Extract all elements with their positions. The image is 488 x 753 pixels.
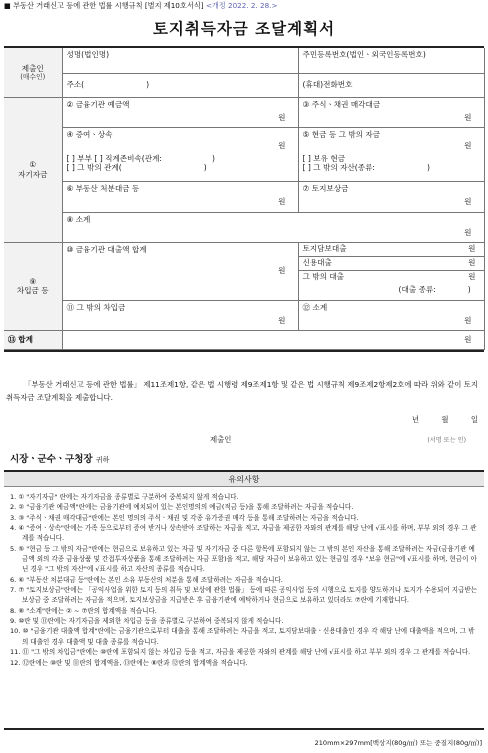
name-label: 성명(법인명) bbox=[66, 50, 110, 59]
id-number-label: 주민등록번호(법인ㆍ외국인등록번호) bbox=[302, 50, 426, 59]
gift-label: ④ 증여ㆍ상속 bbox=[66, 129, 113, 139]
other-borrowing-field[interactable]: ⑪ 그 밖의 차입금 원 bbox=[62, 300, 298, 330]
deposit-field[interactable]: ② 금융기관 예금액 원 bbox=[62, 97, 298, 127]
date-month: 월 bbox=[441, 415, 449, 424]
note-item: 10. ⑩ "금융기관 대출액 합계"란에는 금융기관으로부터 대출을 통해 조달하려는 자금을 적고, 토지담보대출ㆍ신용대출인 경우 각 해당 난에 대출액을 적으며, 그 밖의 대출인 경우 대출액 및 대출 종류를 적습니다. bbox=[10, 627, 475, 646]
stock-sale-label: ③ 주식ㆍ채권 매각대금 bbox=[302, 99, 381, 109]
name-field[interactable] bbox=[62, 48, 298, 73]
phone-field[interactable] bbox=[298, 73, 484, 97]
land-compensation-label: ⑦ 토지보상금 bbox=[302, 183, 349, 193]
cash-label: ⑤ 현금 등 그 밖의 자금 bbox=[302, 129, 381, 139]
note-item: 8. ⑧ "소계"란에는 ② ~ ⑦란의 합계액을 적습니다. bbox=[10, 606, 157, 615]
other-loan-label: 그 밖의 대출 bbox=[302, 271, 345, 281]
own-funds-label: ① 자기자금 bbox=[4, 97, 62, 242]
notes-list bbox=[4, 487, 484, 668]
stock-sale-field[interactable]: ③ 주식ㆍ채권 매각대금 원 bbox=[298, 97, 484, 127]
note-item: 5. ⑤ "현금 등 그 밖의 자금"란에는 현금으로 보유하고 있는 자금 및 자기자금 중 다른 항목에 포함되지 않는 그 밖의 본인 자산을 통해 조달하려는 자금(금융기관 예금액 외의 각종 금융상품 및 간접투자상품을 통해 조달하려는 자금 포함)을 적고, 해당 자금이 보유하고 있는 현금일 경우 "보유 현금"에 √표시를 하며, 현금이 아닌 경우 "그 밖의 자산"에 √표시를 하고 자산의 종류를 적습니다. bbox=[10, 544, 477, 574]
note-item: 3. ③ "주식ㆍ채권 매각대금"란에는 본인 명의의 주식ㆍ채권 및 각종 유가증권 매각 등을 통해 조달하려는 자금을 적습니다. bbox=[10, 513, 359, 522]
own-funds-subtotal-label: ⑧ 소계 bbox=[66, 214, 91, 224]
declaration-text: 「부동산 거래신고 등에 관한 법률」 제11조제1항, 같은 법 시행령 제9조제1항 및 같은 법 시행규칙 제9조제2항제2호에 따라 위와 같이 토지취득자금 조달계획을 제출합니다. bbox=[6, 380, 479, 402]
date-day: 일 bbox=[470, 415, 478, 424]
land-mortgage-label: 토지담보대출 bbox=[302, 243, 347, 253]
total-field[interactable]: 원 bbox=[62, 330, 484, 349]
borrowed-subtotal-label: ⑫ 소계 bbox=[302, 302, 328, 312]
date-year: 년 bbox=[411, 415, 419, 424]
borrowed-subtotal-field[interactable]: ⑫ 소계 원 bbox=[298, 300, 484, 330]
addressee bbox=[10, 454, 109, 465]
loan-total-label: ⑩ 금융기관 대출액 합계 bbox=[66, 244, 147, 254]
submission-date[interactable] bbox=[0, 416, 478, 425]
borrowed-funds-label: ⑨ 차입금 등 bbox=[4, 242, 62, 330]
note-item: 4. ④ "증여ㆍ상속"란에는 가족 등으로부터 증여 받거나 상속받아 조달하는 자금을 적고, 자금을 제공한 자와의 관계를 해당 난에 √표시를 하며, 부부 외의 경우 그 관계를 적습니다. bbox=[10, 524, 477, 543]
land-mortgage-field[interactable]: 토지담보대출 원 bbox=[298, 242, 484, 256]
total-label: ⑬ 합계 bbox=[4, 330, 62, 349]
address-label: 주소( bbox=[66, 80, 85, 90]
gift-field[interactable]: ④ 증여ㆍ상속 원 [ ] 부부 [ ] 직계존비속(관계: ) [ ] 그 밖의 관계( ) bbox=[62, 127, 298, 181]
law-reference-text: ■ 부동산 거래신고 등에 관한 법률 시행규칙 [별지 제10호서식] bbox=[4, 1, 204, 10]
note-item: 11. ⑪ "그 밖의 차입금"란에는 ⑩란에 포함되지 않는 차입금 등을 적고, 자금을 제공한 자와의 관계를 해당 난에 √표시를 하고 부부 외의 경우 그 관계를 적습니다. bbox=[10, 648, 471, 657]
applicant-label: 제출인 (매수인) bbox=[4, 48, 62, 97]
other-loan-field[interactable]: 그 밖의 대출 원 bbox=[298, 270, 484, 284]
note-item: 2. ② "금융기관 예금액"란에는 금융기관에 예치되어 있는 본인명의의 예금(적금 등)을 통해 조달하려는 자금을 적습니다. bbox=[10, 503, 354, 512]
funding-plan-form bbox=[4, 46, 484, 352]
cash-held-checkbox[interactable]: [ ] 보유 현금 bbox=[302, 153, 346, 163]
form-title: 토지취득자금 조달계획서 bbox=[152, 19, 336, 38]
other-borrowing-label: ⑪ 그 밖의 차입금 bbox=[66, 302, 126, 312]
note-item: 1. ① "자기자금" 란에는 자기자금을 종류별로 구분하여 중복되지 않게 적습니다. bbox=[10, 493, 239, 501]
note-item: 6. ⑥ "부동산 처분대금 등"란에는 본인 소유 부동산의 처분을 통해 조달하려는 자금을 적습니다. bbox=[10, 575, 283, 584]
credit-loan-field[interactable]: 신용대출 원 bbox=[298, 256, 484, 270]
real-estate-disposal-field[interactable]: ⑥ 부동산 처분대금 등 원 bbox=[62, 181, 298, 212]
address-field[interactable]: 주소( ) bbox=[62, 73, 298, 97]
revision-note: <개정 2022. 2. 28.> bbox=[205, 1, 278, 10]
paper-size-footer: 210mm×297mm[백상지(80g/㎡) 또는 중질지(80g/㎡)] bbox=[314, 739, 482, 747]
loan-type-label: (대출 종류: bbox=[398, 285, 436, 294]
loan-total-field[interactable]: ⑩ 금융기관 대출액 합계 원 bbox=[62, 242, 298, 300]
loan-type-field[interactable]: (대출 종류: ) bbox=[298, 284, 484, 300]
addressee-name: 시장ㆍ군수ㆍ구청장 bbox=[10, 454, 93, 465]
credit-loan-label: 신용대출 bbox=[302, 257, 332, 267]
law-reference bbox=[4, 2, 484, 11]
own-funds-subtotal-field[interactable]: ⑧ 소계 원 bbox=[62, 212, 484, 242]
notes-section bbox=[4, 470, 484, 730]
submitter-label: 제출인 bbox=[210, 435, 232, 444]
signature-note: (서명 또는 인) bbox=[427, 437, 466, 444]
note-item: 9. ⑩란 및 ⑪란에는 자기자금을 제외한 차입금 등을 종류별로 구분하여 중복되지 않게 적습니다. bbox=[10, 617, 284, 626]
real-estate-disposal-label: ⑥ 부동산 처분대금 등 bbox=[66, 183, 140, 193]
cash-field[interactable]: ⑤ 현금 등 그 밖의 자금 원 [ ] 보유 현금 [ ] 그 밖의 자산(종류: ) bbox=[298, 127, 484, 181]
land-compensation-field[interactable]: ⑦ 토지보상금 원 bbox=[298, 181, 484, 212]
addressee-suffix: 귀하 bbox=[95, 456, 110, 464]
deposit-label: ② 금융기관 예금액 bbox=[66, 99, 130, 109]
note-item: 7. ⑦ "토지보상금"란에는 「공익사업을 위한 토지 등의 취득 및 보상에 관한 법률」 등에 따른 공익사업 등의 시행으로 토지를 양도하거나 토지가 수용되어 지급받는 보상금 중 조달하려는 자금을 적으며, 토지보상금을 지급받은 후 금융기관에 예탁하거나 현금으로 보유하고 있더라도 ⑦란에 기재합니다. bbox=[10, 586, 478, 605]
gift-other-relation-checkbox[interactable]: [ ] 그 밖의 관계( bbox=[66, 162, 122, 172]
notes-title: 유의사항 bbox=[4, 472, 484, 487]
phone-label: (휴대)전화번호 bbox=[302, 80, 353, 90]
id-number-field[interactable] bbox=[298, 48, 484, 73]
cash-other-asset-checkbox[interactable]: [ ] 그 밖의 자산(종류: bbox=[302, 162, 375, 172]
note-item: 12. ⑫란에는 ⑩란 및 ⑪란의 합계액을, ⑬란에는 ⑧란과 ⑫란의 합계액을 적습니다. bbox=[10, 658, 248, 667]
gift-spouse-lineal-checkbox[interactable]: [ ] 부부 [ ] 직계존비속(관계: bbox=[66, 153, 162, 163]
